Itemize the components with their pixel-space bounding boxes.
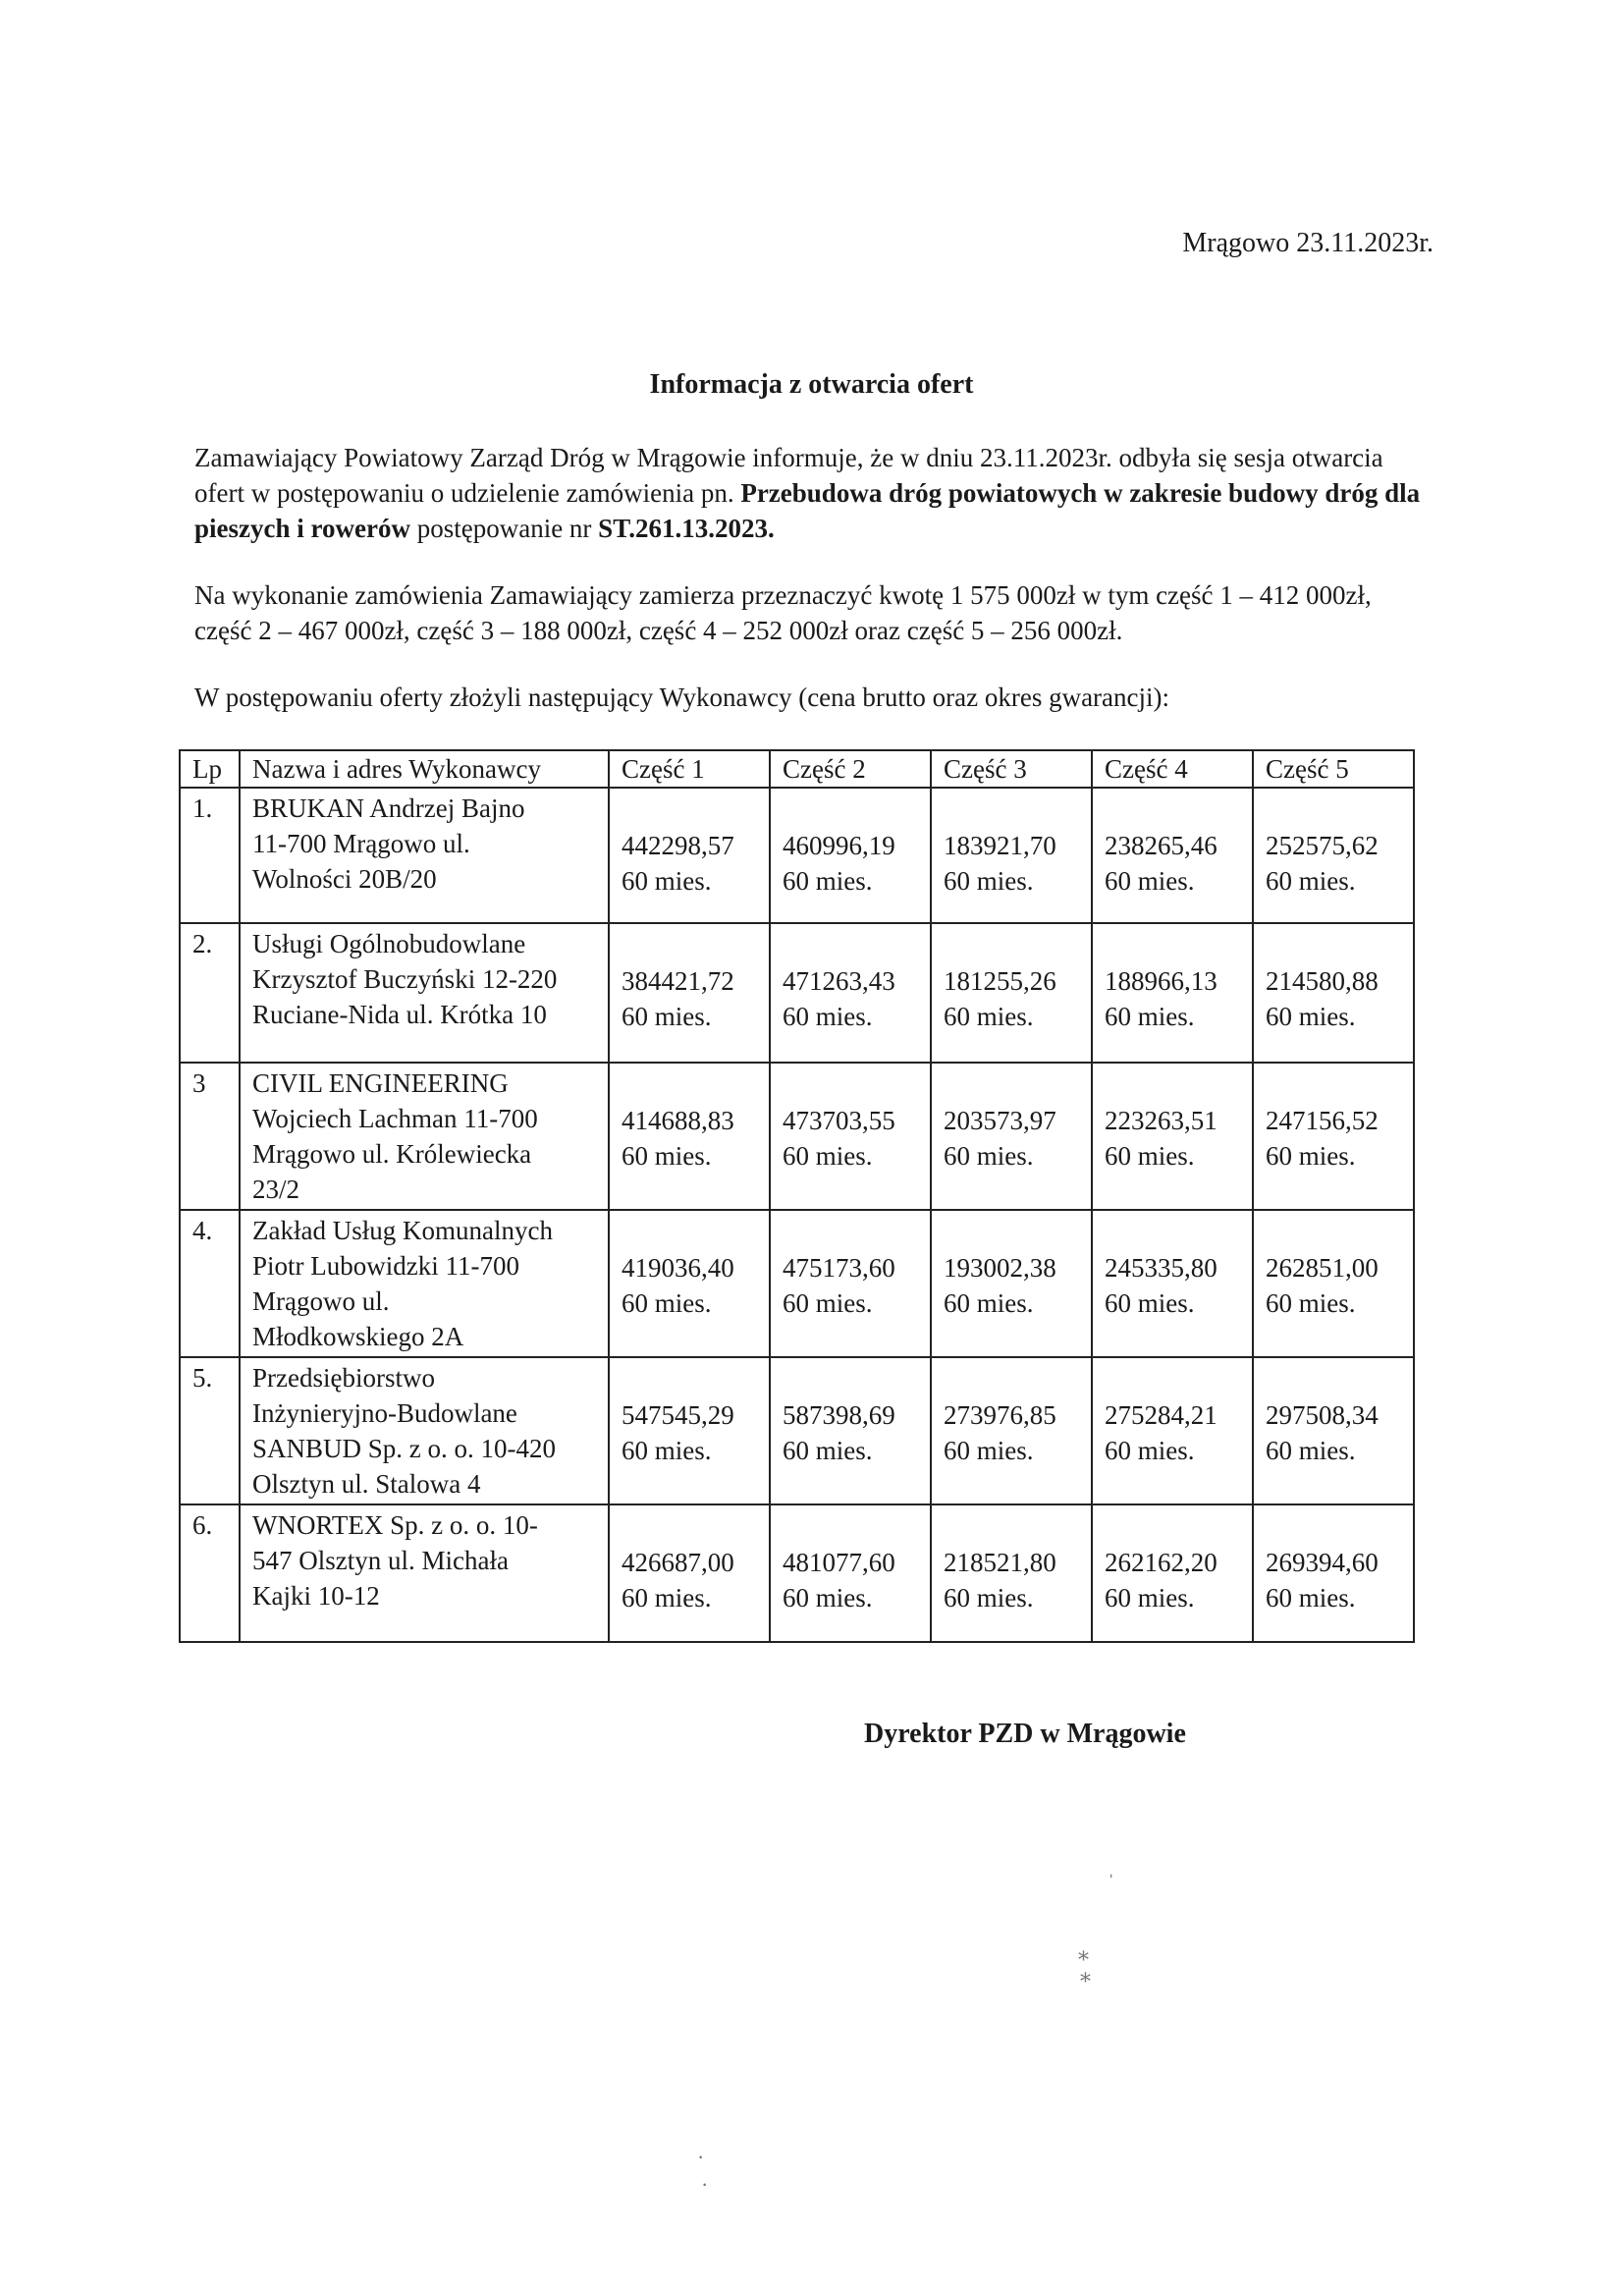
header-part-4: Część 4: [1092, 750, 1253, 788]
offer-part-3-cell: [931, 1357, 1092, 1504]
offer-amount: 252575,62: [1266, 831, 1379, 860]
offer-warranty: 60 mies.: [622, 1288, 712, 1318]
offer-warranty: 60 mies.: [944, 1002, 1034, 1031]
contractor-name-address: [240, 1210, 609, 1357]
offer-amount: 297508,34: [1266, 1400, 1379, 1430]
offer-amount: 419036,40: [622, 1253, 734, 1283]
offer-part-1-cell: [609, 923, 770, 1063]
offer-part-3-cell: [931, 788, 1092, 923]
scan-speck: ⁎: [1078, 1941, 1089, 1965]
contractor-line: Młodkowskiego 2A: [252, 1322, 464, 1351]
contractor-line: Piotr Lubowidzki 11-700: [252, 1251, 519, 1281]
project-name: Przebudowa dróg powiatowych w zakresie budowy dróg dla pieszych i rowerów: [194, 478, 1421, 543]
offer-warranty: 60 mies.: [783, 866, 873, 896]
contractor-line: Kajki 10-12: [252, 1581, 380, 1611]
offer-warranty: 60 mies.: [1105, 1436, 1195, 1465]
offer-part-1-cell: [609, 1357, 770, 1504]
document-date: Mrągowo 23.11.2023r.: [1182, 228, 1434, 258]
contractor-line: BRUKAN Andrzej Bajno: [252, 793, 525, 823]
offer-warranty: 60 mies.: [1266, 1288, 1356, 1318]
offer-warranty: 60 mies.: [622, 866, 712, 896]
budget-paragraph: Na wykonanie zamówienia Zamawiający zamierza przeznaczyć kwotę 1 575 000zł w tym część 1 – 412 000zł, część 2 – 467 000zł, część 3 – 188 000zł, część 4 – 252 000zł oraz część 5 – 256 000zł.: [194, 580, 1372, 645]
offer-amount: 426687,00: [622, 1548, 734, 1577]
offer-amount: 183921,70: [944, 831, 1056, 860]
contractor-name-address: [240, 1504, 609, 1642]
offer-amount: 273976,85: [944, 1400, 1056, 1430]
offer-amount: 269394,60: [1266, 1548, 1379, 1577]
offer-part-1-cell: [609, 1210, 770, 1357]
offer-warranty: 60 mies.: [1105, 1288, 1195, 1318]
contractor-line: Usługi Ogólnobudowlane: [252, 929, 526, 958]
offer-part-4-cell: [1092, 1504, 1253, 1642]
contractor-line: Wolności 20B/20: [252, 864, 437, 894]
contractor-line: Mrągowo ul. Królewiecka: [252, 1139, 532, 1169]
offer-amount: 223263,51: [1105, 1106, 1217, 1135]
header-part-1: Część 1: [609, 750, 770, 788]
offer-amount: 181255,26: [944, 966, 1056, 996]
offer-part-2-cell: [770, 1210, 931, 1357]
row-lp: 5.: [180, 1357, 240, 1504]
contractor-line: CIVIL ENGINEERING: [252, 1068, 509, 1098]
intro-text-middle: postępowanie nr: [409, 514, 599, 543]
offer-part-5-cell: [1253, 923, 1414, 1063]
offer-amount: 547545,29: [622, 1400, 734, 1430]
offer-amount: 238265,46: [1105, 831, 1217, 860]
offer-part-3-cell: [931, 1210, 1092, 1357]
offer-amount: 203573,97: [944, 1106, 1056, 1135]
document-title: Informacja z otwarcia ofert: [649, 369, 974, 400]
offer-warranty: 60 mies.: [783, 1288, 873, 1318]
offer-warranty: 60 mies.: [1266, 1583, 1356, 1613]
offer-amount: 442298,57: [622, 831, 734, 860]
offer-warranty: 60 mies.: [944, 1436, 1034, 1465]
offer-amount: 275284,21: [1105, 1400, 1217, 1430]
contractor-line: Mrągowo ul.: [252, 1286, 390, 1316]
contractor-name-address: [240, 1063, 609, 1210]
offer-part-3-cell: [931, 923, 1092, 1063]
contractor-name-address: [240, 923, 609, 1063]
scan-speck: ⁎: [1080, 1962, 1091, 1987]
offer-warranty: 60 mies.: [622, 1436, 712, 1465]
table-row: [180, 1357, 1414, 1504]
signature: Dyrektor PZD w Mrągowie: [864, 1719, 1186, 1749]
contractor-line: Ruciane-Nida ul. Krótka 10: [252, 1000, 547, 1029]
offer-part-2-cell: [770, 1504, 931, 1642]
offer-amount: 188966,13: [1105, 966, 1217, 996]
offer-warranty: 60 mies.: [622, 1583, 712, 1613]
contractor-line: WNORTEX Sp. z o. o. 10-: [252, 1510, 538, 1540]
offer-part-5-cell: [1253, 1504, 1414, 1642]
offer-amount: 247156,52: [1266, 1106, 1379, 1135]
offer-amount: 481077,60: [783, 1548, 895, 1577]
offer-part-4-cell: [1092, 1357, 1253, 1504]
offer-warranty: 60 mies.: [1266, 1436, 1356, 1465]
offer-amount: 193002,38: [944, 1253, 1056, 1283]
offer-warranty: 60 mies.: [1105, 1141, 1195, 1171]
offer-warranty: 60 mies.: [944, 1583, 1034, 1613]
offer-amount: 460996,19: [783, 831, 895, 860]
row-lp: 3: [180, 1063, 240, 1210]
row-lp: 1.: [180, 788, 240, 923]
row-lp: 4.: [180, 1210, 240, 1357]
offer-amount: 414688,83: [622, 1106, 734, 1135]
header-part-2: Część 2: [770, 750, 931, 788]
contractor-line: 11-700 Mrągowo ul.: [252, 829, 470, 858]
offer-part-1-cell: [609, 788, 770, 923]
table-row: [180, 1210, 1414, 1357]
offer-part-5-cell: [1253, 1210, 1414, 1357]
offer-part-4-cell: [1092, 1063, 1253, 1210]
offer-amount: 475173,60: [783, 1253, 895, 1283]
header-name: Nazwa i adres Wykonawcy: [240, 750, 609, 788]
header-part-5: Część 5: [1253, 750, 1414, 788]
offer-part-4-cell: [1092, 788, 1253, 923]
table-row: [180, 788, 1414, 923]
offer-warranty: 60 mies.: [1266, 1002, 1356, 1031]
offer-part-2-cell: [770, 923, 931, 1063]
offer-warranty: 60 mies.: [944, 1141, 1034, 1171]
offer-warranty: 60 mies.: [1105, 1002, 1195, 1031]
offer-warranty: 60 mies.: [1105, 866, 1195, 896]
offer-warranty: 60 mies.: [944, 866, 1034, 896]
row-lp: 6.: [180, 1504, 240, 1642]
offer-part-2-cell: [770, 1357, 931, 1504]
scan-speck: ·: [697, 2145, 705, 2169]
contractor-line: Wojciech Lachman 11-700: [252, 1104, 538, 1133]
offer-part-2-cell: [770, 788, 931, 923]
offer-amount: 262162,20: [1105, 1548, 1217, 1577]
contractor-line: Zakład Usług Komunalnych: [252, 1216, 553, 1245]
offer-amount: 245335,80: [1105, 1253, 1217, 1283]
offer-warranty: 60 mies.: [783, 1436, 873, 1465]
contractor-line: Olsztyn ul. Stalowa 4: [252, 1469, 481, 1499]
offers-table: [179, 749, 1415, 1643]
offer-warranty: 60 mies.: [944, 1288, 1034, 1318]
offer-part-5-cell: [1253, 1357, 1414, 1504]
table-row: [180, 923, 1414, 1063]
offer-part-4-cell: [1092, 1210, 1253, 1357]
offer-amount: 587398,69: [783, 1400, 895, 1430]
intro-paragraph: [194, 440, 1434, 546]
contractor-line: SANBUD Sp. z o. o. 10-420: [252, 1434, 557, 1463]
contractor-line: Przedsiębiorstwo: [252, 1363, 435, 1393]
header-part-3: Część 3: [931, 750, 1092, 788]
offer-amount: 471263,43: [783, 966, 895, 996]
offer-amount: 214580,88: [1266, 966, 1379, 996]
offer-warranty: 60 mies.: [1266, 1141, 1356, 1171]
offer-part-3-cell: [931, 1504, 1092, 1642]
table-header-row: [180, 750, 1414, 788]
scan-speck: ˈ: [1108, 1870, 1115, 1894]
offer-amount: 473703,55: [783, 1106, 895, 1135]
offer-amount: 384421,72: [622, 966, 734, 996]
offer-part-3-cell: [931, 1063, 1092, 1210]
offer-part-5-cell: [1253, 788, 1414, 923]
offer-warranty: 60 mies.: [622, 1141, 712, 1171]
row-lp: 2.: [180, 923, 240, 1063]
intro-text-before: Zamawiający Powiatowy Zarząd Dróg w Mrągowie informuje, że w dniu 23.11.2023r. odbyła się sesja otwarcia ofert w postępowaniu o udzielenie zamówienia pn.: [194, 443, 1383, 508]
offer-warranty: 60 mies.: [1105, 1583, 1195, 1613]
offer-part-1-cell: [609, 1063, 770, 1210]
contractor-line: Krzysztof Buczyński 12-220: [252, 964, 558, 994]
offer-part-2-cell: [770, 1063, 931, 1210]
procedure-number: ST.261.13.2023.: [598, 514, 775, 543]
offer-warranty: 60 mies.: [783, 1583, 873, 1613]
offer-part-5-cell: [1253, 1063, 1414, 1210]
offer-warranty: 60 mies.: [783, 1141, 873, 1171]
contractor-name-address: [240, 1357, 609, 1504]
contractor-line: 23/2: [252, 1175, 300, 1204]
table-row: [180, 1063, 1414, 1210]
offer-warranty: 60 mies.: [783, 1002, 873, 1031]
offer-amount: 218521,80: [944, 1548, 1056, 1577]
offer-warranty: 60 mies.: [622, 1002, 712, 1031]
offer-part-1-cell: [609, 1504, 770, 1642]
offer-part-4-cell: [1092, 923, 1253, 1063]
scan-speck: ·: [701, 2172, 709, 2197]
contractor-line: Inżynieryjno-Budowlane: [252, 1398, 517, 1428]
offers-intro-paragraph: W postępowaniu oferty złożyli następujący Wykonawcy (cena brutto oraz okres gwarancji):: [194, 683, 1170, 712]
offer-warranty: 60 mies.: [1266, 866, 1356, 896]
offers-table-body: [180, 788, 1414, 1642]
contractor-name-address: [240, 788, 609, 923]
header-lp: Lp: [180, 750, 240, 788]
contractor-line: 547 Olsztyn ul. Michała: [252, 1546, 509, 1575]
offer-amount: 262851,00: [1266, 1253, 1379, 1283]
table-row: [180, 1504, 1414, 1642]
